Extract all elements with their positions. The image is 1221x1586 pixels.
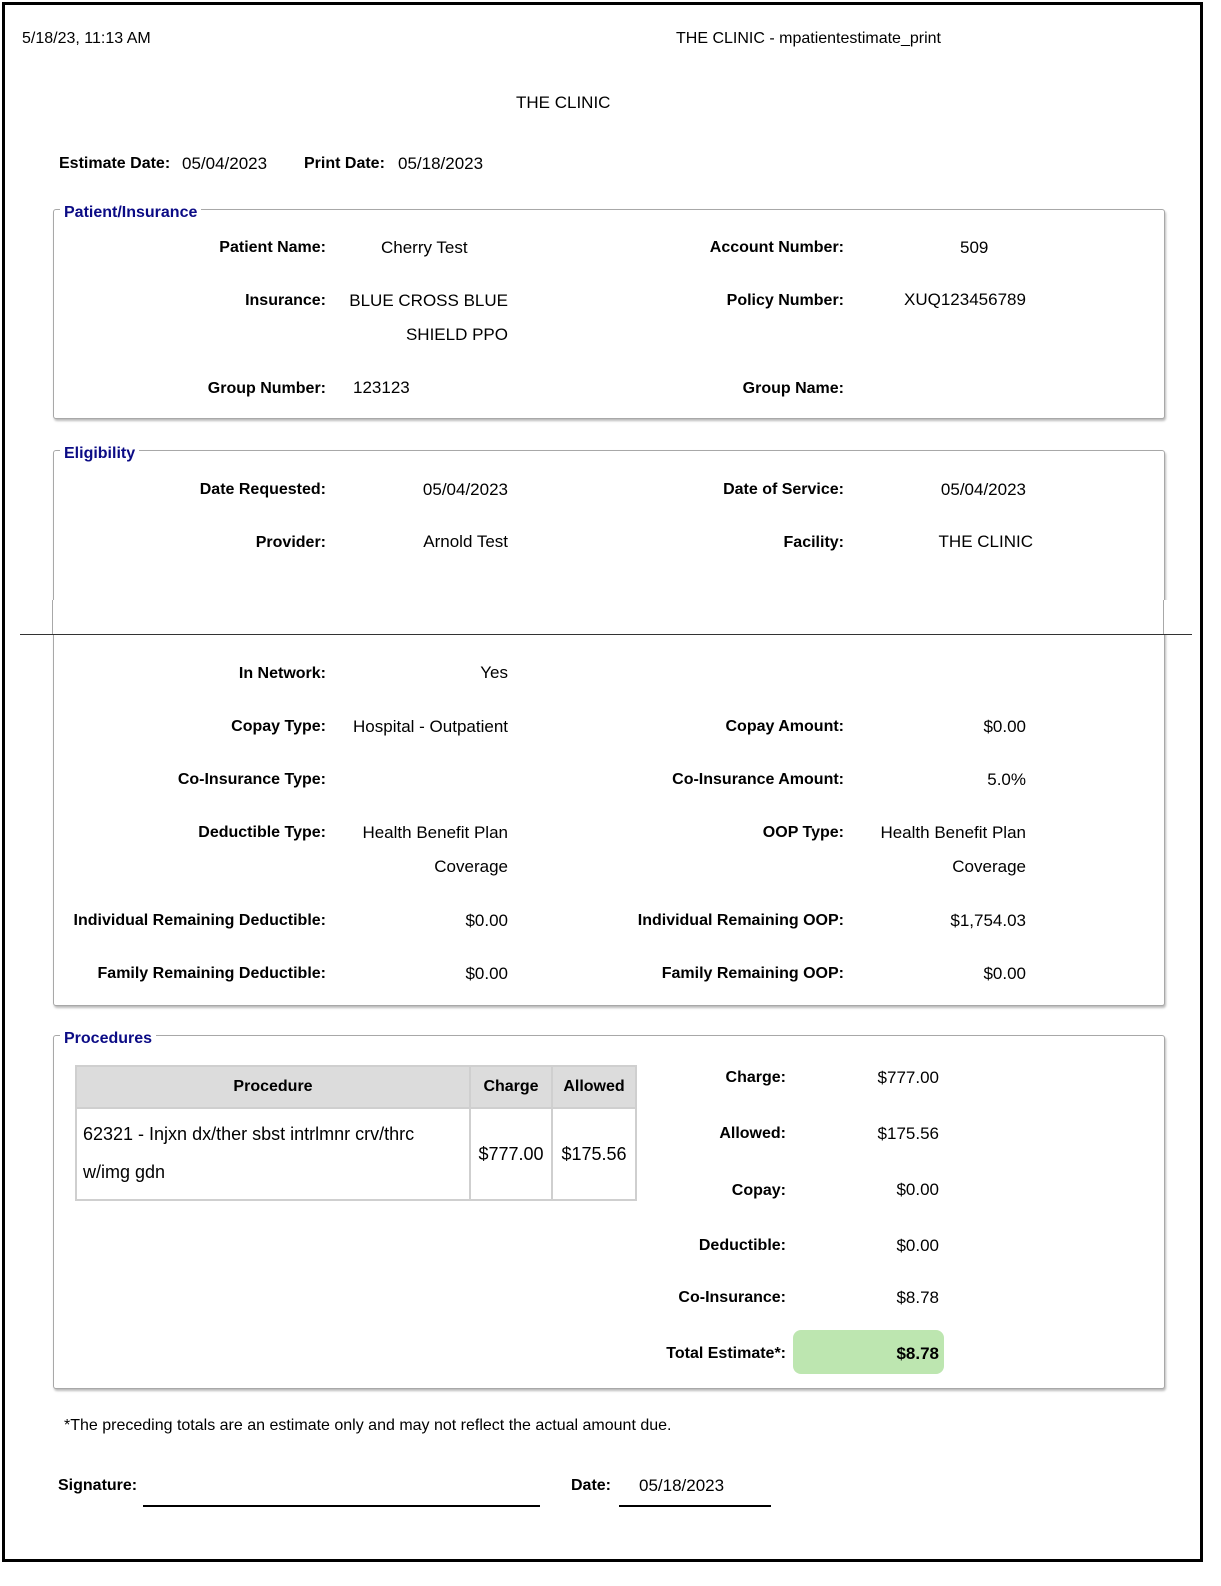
deductible-type-value-line1: Health Benefit Plan: [362, 823, 508, 842]
oop-type-label: OOP Type:: [762, 824, 844, 841]
policy-number-value: XUQ123456789: [904, 290, 1026, 309]
patient-insurance-legend: Patient/Insurance: [60, 204, 201, 222]
ind-remaining-oop-value: $1,754.03: [950, 911, 1026, 930]
signature-label: Signature:: [58, 1477, 138, 1494]
summary-coinsurance-label: Co-Insurance:: [678, 1289, 786, 1306]
procedures-table: [75, 1065, 637, 1201]
date-value: 05/18/2023: [639, 1476, 725, 1495]
col-procedure: Procedure: [76, 1066, 470, 1108]
disclaimer-text: *The preceding totals are an estimate only and may not reflect the actual amount due.: [64, 1417, 672, 1434]
date-of-service-label: Date of Service:: [723, 481, 844, 498]
eligibility-legend: Eligibility: [60, 445, 139, 463]
deductible-type-value-line2: Coverage: [434, 857, 508, 876]
procedures-legend: Procedures: [60, 1030, 156, 1048]
procedure-description: 62321 - Injxn dx/ther sbst intrlmnr crv/thrc w/img gdn: [76, 1108, 470, 1200]
print-date-value: 05/18/2023: [398, 154, 484, 173]
estimate-date-value: 05/04/2023: [182, 154, 268, 173]
summary-charge-value: $777.00: [877, 1068, 939, 1087]
group-name-label: Group Name:: [742, 380, 844, 397]
deductible-type-label: Deductible Type:: [198, 824, 326, 841]
in-network-value: Yes: [480, 663, 508, 682]
fam-remaining-deductible-value: $0.00: [465, 964, 508, 983]
group-number-value: 123123: [353, 378, 410, 397]
ind-remaining-deductible-value: $0.00: [465, 911, 508, 930]
facility-value: THE CLINIC: [938, 532, 1033, 551]
page-break-edge-right: [1163, 600, 1164, 634]
ind-remaining-oop-label: Individual Remaining OOP:: [637, 912, 844, 929]
ind-remaining-deductible-label: Individual Remaining Deductible:: [73, 912, 326, 929]
account-number-value: 509: [960, 238, 989, 257]
page-break-line: [20, 634, 1192, 635]
copay-amount-label: Copay Amount:: [725, 718, 844, 735]
oop-type-value-line2: Coverage: [952, 857, 1026, 876]
coinsurance-type-label: Co-Insurance Type:: [177, 771, 326, 788]
policy-number-label: Policy Number:: [726, 292, 844, 309]
summary-allowed-label: Allowed:: [719, 1125, 786, 1142]
estimate-date-label: Estimate Date:: [59, 155, 171, 172]
copay-amount-value: $0.00: [983, 717, 1026, 736]
table-row: [76, 1108, 636, 1200]
summary-deductible-label: Deductible:: [698, 1237, 786, 1254]
col-allowed: Allowed: [552, 1066, 636, 1108]
page-break-gap: [20, 600, 1192, 634]
date-requested-label: Date Requested:: [199, 481, 326, 498]
date-line: [619, 1505, 771, 1507]
summary-copay-label: Copay:: [731, 1182, 786, 1199]
provider-value: Arnold Test: [423, 532, 508, 551]
summary-coinsurance-value: $8.78: [896, 1288, 939, 1307]
coinsurance-amount-label: Co-Insurance Amount:: [672, 771, 844, 788]
fam-remaining-oop-label: Family Remaining OOP:: [661, 965, 844, 982]
date-label: Date:: [571, 1477, 612, 1494]
print-datetime: 5/18/23, 11:13 AM: [22, 30, 151, 47]
in-network-label: In Network:: [238, 665, 326, 682]
summary-copay-value: $0.00: [896, 1180, 939, 1199]
date-of-service-value: 05/04/2023: [940, 480, 1026, 499]
signature-line[interactable]: [143, 1505, 540, 1507]
summary-allowed-value: $175.56: [877, 1124, 939, 1143]
patient-name-label: Patient Name:: [219, 239, 326, 256]
summary-deductible-value: $0.00: [896, 1236, 939, 1255]
patient-name-value: Cherry Test: [381, 238, 468, 257]
date-requested-value: 05/04/2023: [422, 480, 508, 499]
print-page-title: THE CLINIC - mpatientestimate_print: [676, 30, 941, 47]
insurance-value-line1: BLUE CROSS BLUE: [349, 291, 508, 310]
insurance-value-line2: SHIELD PPO: [405, 325, 508, 344]
group-number-label: Group Number:: [207, 380, 326, 397]
provider-label: Provider:: [255, 534, 326, 551]
facility-label: Facility:: [783, 534, 844, 551]
print-date-label: Print Date:: [304, 155, 385, 172]
page-break-edge-left: [52, 600, 53, 634]
copay-type-label: Copay Type:: [231, 718, 326, 735]
procedure-charge: $777.00: [470, 1108, 552, 1200]
coinsurance-amount-value: 5.0%: [987, 770, 1026, 789]
procedure-allowed: $175.56: [552, 1108, 636, 1200]
fam-remaining-oop-value: $0.00: [983, 964, 1026, 983]
total-estimate-label: Total Estimate*:: [666, 1345, 786, 1362]
copay-type-value: Hospital - Outpatient: [353, 717, 508, 736]
col-charge: Charge: [470, 1066, 552, 1108]
procedures-table-header: [76, 1066, 636, 1108]
clinic-title: THE CLINIC: [516, 93, 611, 112]
account-number-label: Account Number:: [709, 239, 844, 256]
summary-charge-label: Charge:: [725, 1069, 786, 1086]
fam-remaining-deductible-label: Family Remaining Deductible:: [97, 965, 326, 982]
insurance-label: Insurance:: [245, 292, 326, 309]
oop-type-value-line1: Health Benefit Plan: [880, 823, 1026, 842]
total-estimate-value: $8.78: [896, 1344, 939, 1363]
